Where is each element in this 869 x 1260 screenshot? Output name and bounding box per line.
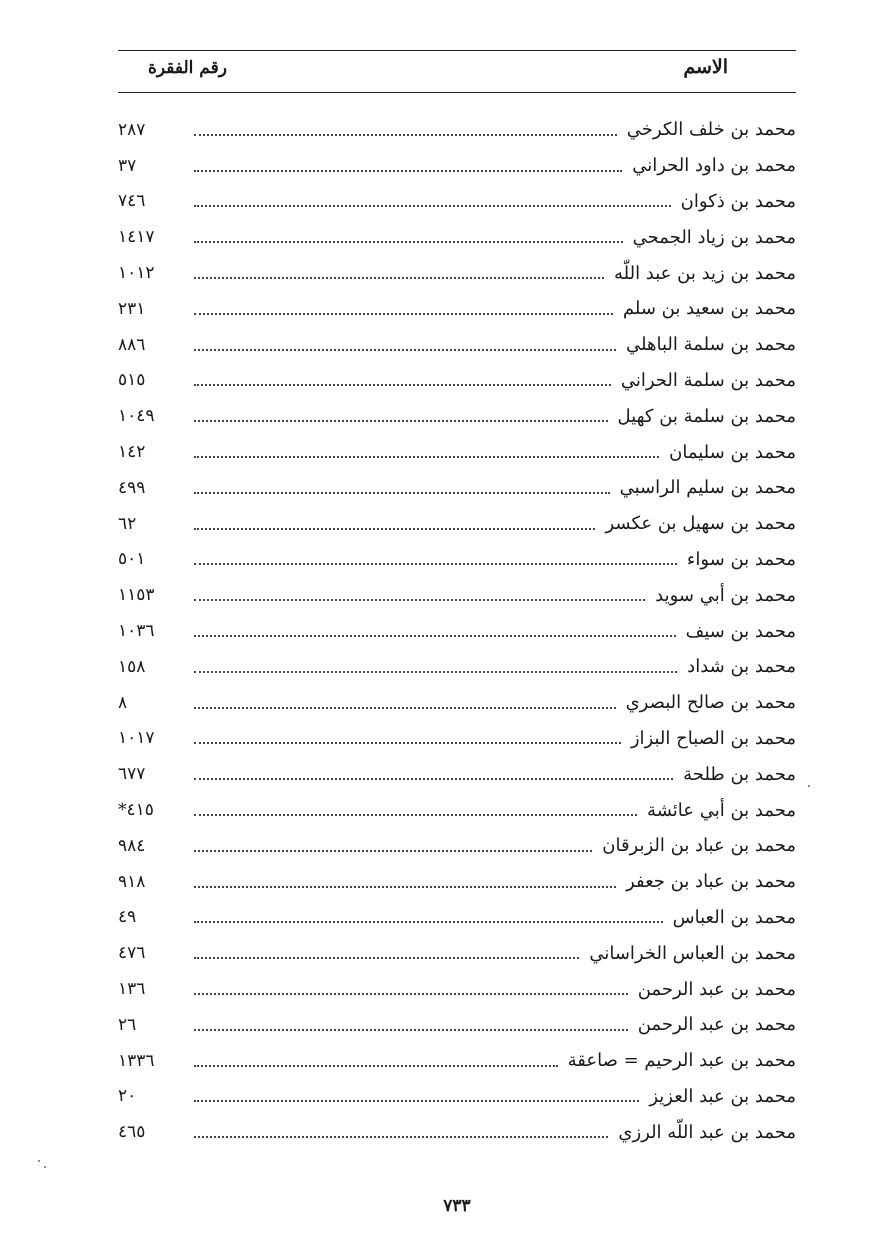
dot-leader bbox=[194, 313, 613, 315]
entry-name: محمد بن عبد الرحيم = صاعقة bbox=[567, 1050, 796, 1072]
index-entry bbox=[118, 148, 796, 184]
entry-paragraph-number: ٨٨٦ bbox=[118, 334, 146, 355]
dot-leader bbox=[194, 778, 673, 780]
entry-name: محمد بن خلف الكرخي bbox=[626, 119, 796, 141]
entry-paragraph-number: ٦٢ bbox=[118, 513, 137, 534]
dot-leader bbox=[194, 850, 592, 852]
page-number: ٧٣٣ bbox=[443, 1196, 471, 1216]
entry-name: محمد بن زيد بن عبد اللّه bbox=[613, 262, 796, 284]
dot-leader bbox=[194, 886, 616, 888]
dot-leader bbox=[194, 993, 628, 995]
entry-name: محمد بن سلمة بن كهيل bbox=[617, 405, 796, 427]
dot-leader bbox=[194, 528, 595, 530]
scan-speck bbox=[808, 785, 810, 787]
entry-paragraph-number: ٥١٥ bbox=[118, 370, 146, 391]
dot-leader bbox=[194, 921, 663, 923]
index-entry bbox=[118, 792, 796, 828]
index-entry bbox=[118, 255, 796, 291]
entry-paragraph-number: ٤٩ bbox=[118, 907, 137, 928]
index-entry bbox=[118, 1079, 796, 1115]
dot-leader bbox=[194, 635, 676, 637]
dot-leader bbox=[194, 170, 622, 172]
entry-paragraph-number: ١٠١٢ bbox=[118, 263, 155, 284]
index-entry bbox=[118, 685, 796, 721]
index-entry bbox=[118, 864, 796, 900]
entry-name: محمد بن عباد بن الزبرقان bbox=[602, 835, 796, 857]
index-entries-list bbox=[118, 112, 796, 1150]
dot-leader bbox=[194, 205, 671, 207]
dot-leader bbox=[194, 134, 617, 136]
dot-leader bbox=[194, 563, 677, 565]
entry-paragraph-number: ١٠٣٦ bbox=[118, 621, 155, 642]
entry-paragraph-number: ١٠٤٩ bbox=[118, 406, 155, 427]
dot-leader bbox=[194, 277, 604, 279]
entry-paragraph-number: ٤٩٩ bbox=[118, 477, 146, 498]
entry-paragraph-number: ٢٨٧ bbox=[118, 119, 146, 140]
entry-name: محمد بن طلحة bbox=[683, 763, 796, 785]
index-entry bbox=[118, 971, 796, 1007]
entry-name: محمد بن عباد بن جعفر bbox=[626, 871, 796, 893]
entry-name: محمد بن سيف bbox=[685, 620, 796, 642]
index-entry bbox=[118, 542, 796, 578]
entry-paragraph-number: ١٤٢ bbox=[118, 442, 146, 463]
entry-paragraph-number: ٥٠١ bbox=[118, 549, 146, 570]
dot-leader bbox=[194, 492, 610, 494]
entry-name: محمد بن صالح البصري bbox=[625, 692, 796, 714]
dot-leader bbox=[194, 1100, 639, 1102]
dot-leader bbox=[194, 814, 637, 816]
entry-paragraph-number: ٨ bbox=[118, 692, 128, 713]
index-entry bbox=[118, 1043, 796, 1079]
entry-paragraph-number: ١٥٨ bbox=[118, 656, 146, 677]
entry-name: محمد بن عبد اللّه الرزي bbox=[618, 1121, 796, 1143]
index-entry bbox=[118, 398, 796, 434]
entry-name: محمد بن سلمة الحراني bbox=[620, 369, 796, 391]
dot-leader bbox=[194, 384, 611, 386]
index-entry bbox=[118, 756, 796, 792]
entry-paragraph-number: ٤٦٥ bbox=[118, 1122, 146, 1143]
index-entry bbox=[118, 363, 796, 399]
index-entry bbox=[118, 828, 796, 864]
dot-leader bbox=[194, 349, 616, 351]
header-top-rule bbox=[118, 50, 796, 51]
index-entry bbox=[118, 291, 796, 327]
header-bottom-rule bbox=[118, 92, 796, 93]
dot-leader bbox=[194, 957, 579, 959]
index-entry bbox=[118, 1007, 796, 1043]
index-entry bbox=[118, 900, 796, 936]
entry-name: محمد بن زياد الجمحي bbox=[632, 226, 796, 248]
entry-name: محمد بن العباس bbox=[672, 906, 796, 928]
dot-leader bbox=[194, 707, 616, 709]
entry-name: محمد بن سلمة الباهلي bbox=[626, 334, 796, 356]
entry-name: محمد بن أبي عائشة bbox=[647, 799, 796, 821]
entry-name: محمد بن شداد bbox=[687, 656, 796, 678]
entry-paragraph-number: ١١٥٣ bbox=[118, 585, 155, 606]
entry-paragraph-number: ٧٤٦ bbox=[118, 191, 146, 212]
entry-paragraph-number: ١٠١٧ bbox=[118, 728, 155, 749]
index-entry bbox=[118, 327, 796, 363]
index-entry bbox=[118, 184, 796, 220]
entry-name: محمد بن سليمان bbox=[669, 441, 796, 463]
entry-name: محمد بن سعيد بن سلم bbox=[622, 298, 796, 320]
index-header bbox=[118, 56, 796, 90]
index-entry bbox=[118, 721, 796, 757]
scan-speck bbox=[38, 1160, 40, 1162]
entry-paragraph-number: ١٣٦ bbox=[118, 979, 146, 1000]
dot-leader bbox=[194, 241, 623, 243]
entry-name: محمد بن أبي سويد bbox=[655, 584, 796, 606]
entry-name: محمد بن سواء bbox=[686, 548, 796, 570]
dot-leader bbox=[194, 1136, 608, 1138]
index-entry bbox=[118, 649, 796, 685]
entry-paragraph-number: ٢٦ bbox=[118, 1014, 137, 1035]
entry-paragraph-number: ٤٧٦ bbox=[118, 943, 146, 964]
index-entry bbox=[118, 470, 796, 506]
dot-leader bbox=[194, 1029, 628, 1031]
name-column-heading: الاسم bbox=[683, 56, 728, 78]
entry-paragraph-number: ٦٧٧ bbox=[118, 764, 146, 785]
index-entry bbox=[118, 506, 796, 542]
index-page bbox=[118, 50, 796, 1230]
dot-leader bbox=[194, 420, 608, 422]
entry-name: محمد بن سهيل بن عكسر bbox=[605, 513, 796, 535]
entry-name: محمد بن الصباح البزاز bbox=[630, 727, 796, 749]
index-entry bbox=[118, 219, 796, 255]
entry-paragraph-number: ٤١٥* bbox=[118, 800, 154, 821]
index-entry bbox=[118, 1114, 796, 1150]
dot-leader bbox=[194, 671, 677, 673]
dot-leader bbox=[194, 599, 645, 601]
entry-name: محمد بن عبد الرحمن bbox=[637, 978, 796, 1000]
entry-paragraph-number: ٢٣١ bbox=[118, 298, 146, 319]
dot-leader bbox=[194, 742, 621, 744]
entry-paragraph-number: ١٣٣٦ bbox=[118, 1050, 155, 1071]
index-entry bbox=[118, 935, 796, 971]
entry-name: محمد بن عبد الرحمن bbox=[637, 1014, 796, 1036]
entry-name: محمد بن داود الحراني bbox=[632, 155, 796, 177]
index-entry bbox=[118, 112, 796, 148]
entry-paragraph-number: ٣٧ bbox=[118, 155, 137, 176]
dot-leader bbox=[194, 456, 659, 458]
index-entry bbox=[118, 434, 796, 470]
index-entry bbox=[118, 613, 796, 649]
index-entry bbox=[118, 577, 796, 613]
entry-name: محمد بن سليم الراسبي bbox=[619, 477, 796, 499]
entry-name: محمد بن عبد العزيز bbox=[649, 1085, 796, 1107]
entry-paragraph-number: ٩١٨ bbox=[118, 871, 146, 892]
entry-paragraph-number: ١٤١٧ bbox=[118, 227, 155, 248]
entry-paragraph-number: ٢٠ bbox=[118, 1086, 137, 1107]
dot-leader bbox=[194, 1065, 558, 1067]
number-column-heading: رقم الفقرة bbox=[148, 58, 227, 78]
scan-speck bbox=[44, 1166, 46, 1168]
entry-name: محمد بن ذكوان bbox=[680, 190, 796, 212]
entry-name: محمد بن العباس الخراساني bbox=[589, 942, 796, 964]
entry-paragraph-number: ٩٨٤ bbox=[118, 835, 146, 856]
